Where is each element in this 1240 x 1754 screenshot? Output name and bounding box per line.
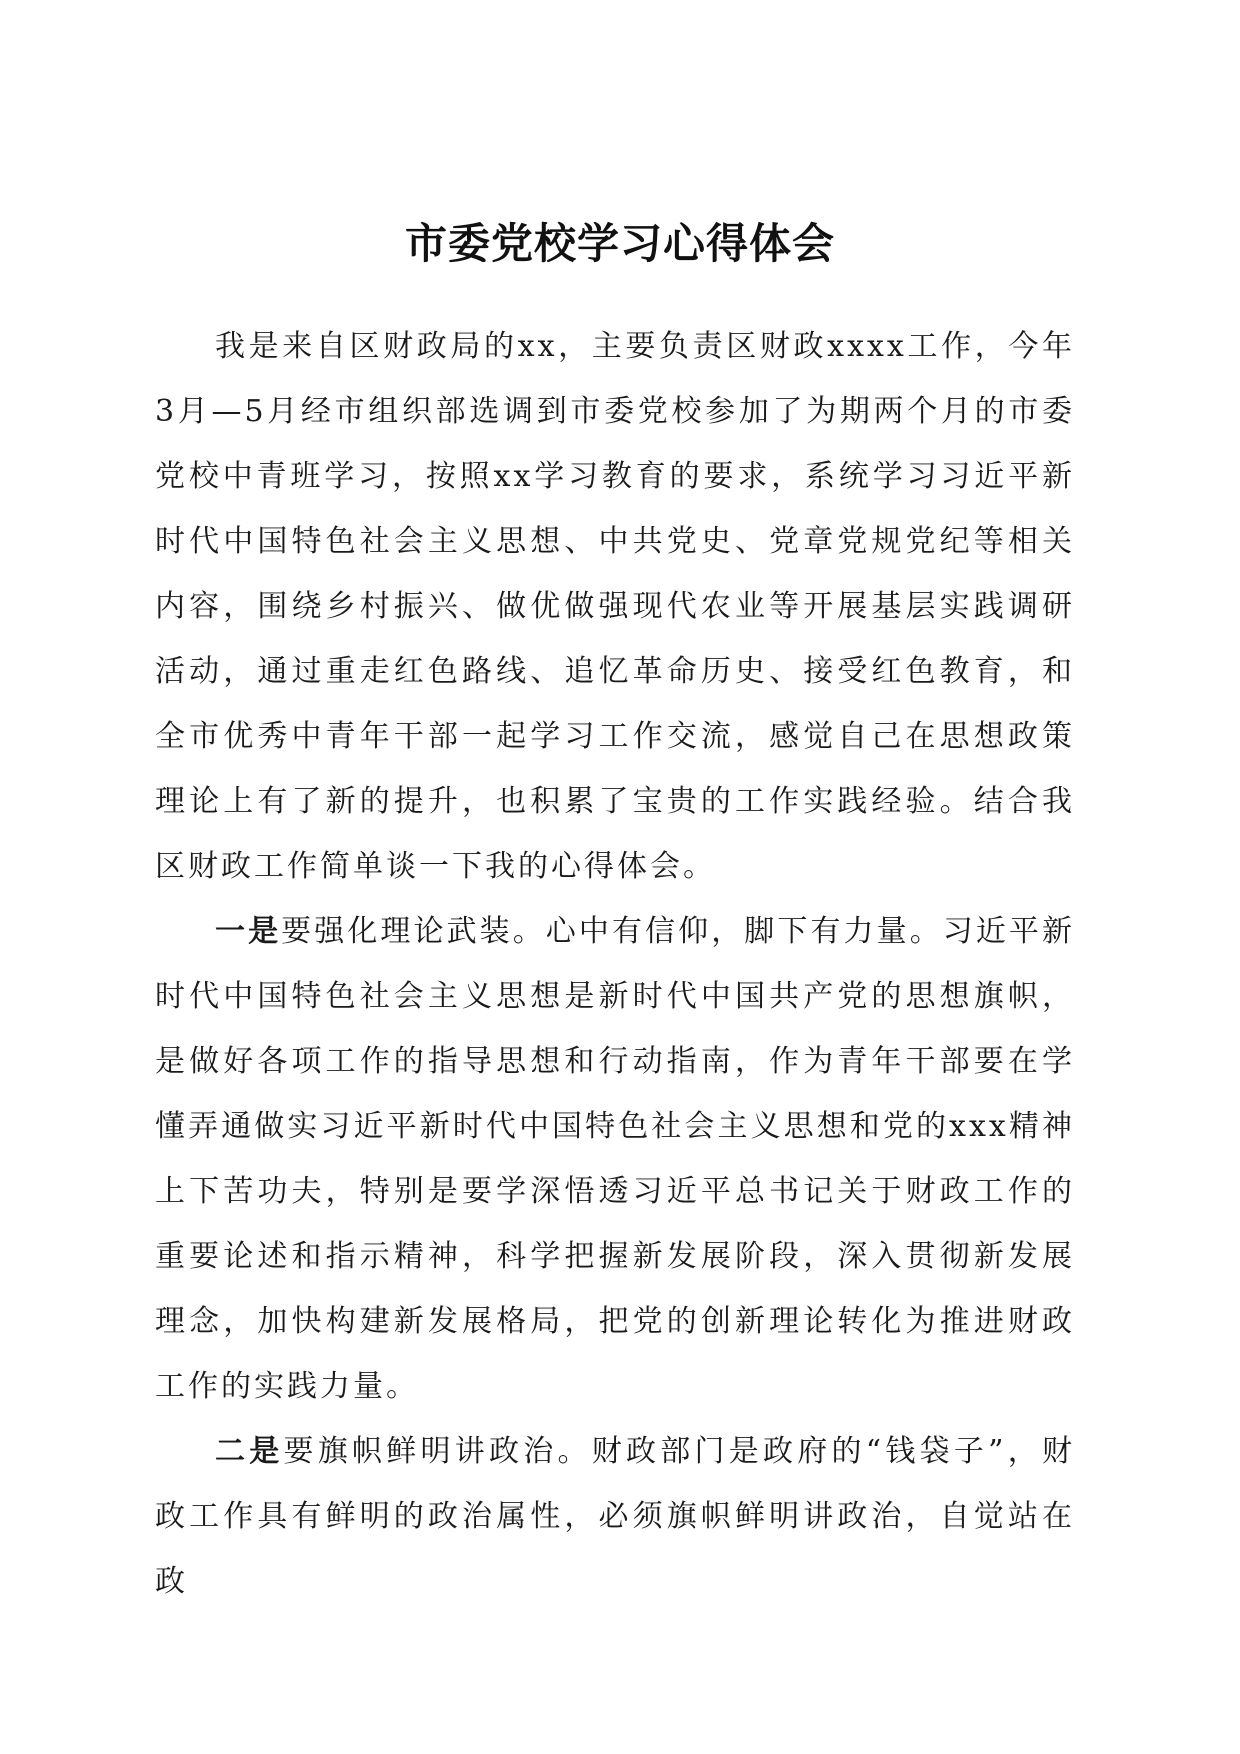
document-body [155,314,1075,1614]
paragraph-intro [155,314,1075,899]
paragraph-point-two [155,1419,1075,1614]
document-title: 市委党校学习心得体会 [404,219,835,269]
paragraph-text: 要强化理论武装。心中有信仰，脚下有力量。习近平新时代中国特色社会主义思想是新时代中国共产党的思想旗帜，是做好各项工作的指导思想和行动指南，作为青年干部要在学懂弄通做实习近平新时代中国特色社会主义思想和党的xxx精神上下苦功夫，特别是要学深悟透习近平总书记关于财政工作的重要论述和指示精神，科学把握新发展阶段，深入贯彻新发展理念，加快构建新发展格局，把党的创新理论转化为推进财政工作的实践力量。 [155,914,1076,1404]
paragraph-point-one [155,899,1075,1419]
paragraph-text: 要旗帜鲜明讲政治。财政部门是政府的“钱袋子”，财政工作具有鲜明的政治属性，必须旗帜鲜明讲政治，自觉站在政 [155,1434,1075,1599]
paragraph-lead: 二是 [215,1434,284,1469]
paragraph-text: 我是来自区财政局的xx，主要负责区财政xxxx工作，今年3月—5月经市组织部选调到市委党校参加了为期两个月的市委党校中青班学习，按照xx学习教育的要求，系统学习习近平新时代中国特色社会主义思想、中共党史、党章党规党纪等相关内容，围绕乡村振兴、做优做强现代农业等开展基层实践调研活动，通过重走红色路线、追忆革命历史、接受红色教育，和全市优秀中青年干部一起学习工作交流，感觉自己在思想政策理论上有了新的提升，也积累了宝贵的工作实践经验。结合我区财政工作简单谈一下我的心得体会。 [155,329,1075,884]
paragraph-lead: 一是 [215,914,282,949]
